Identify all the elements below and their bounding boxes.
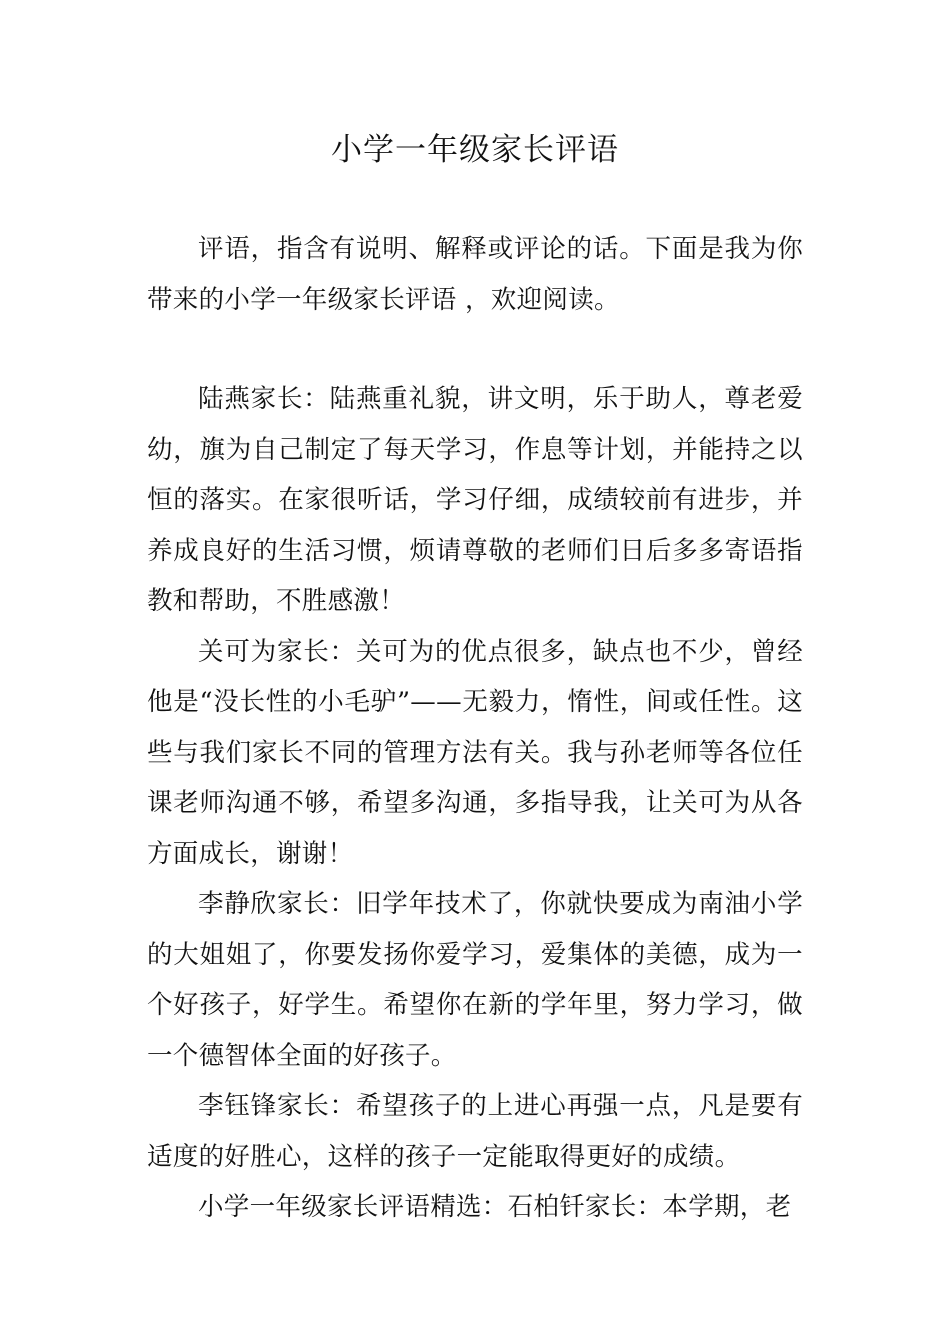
comment-paragraph-li-jingxin: 李静欣家长：旧学年技术了，你就快要成为南油小学的大姐姐了，你要发扬你爱学习，爱集体的美德，成为一个好孩子，好学生。希望你在新的学年里，努力学习，做一个德智体全面的好孩子。	[147, 889, 803, 1071]
comment-paragraph-guan-kewei: 关可为家长：关可为的优点很多，缺点也不少，曾经他是“没长性的小毛驴”——无毅力，惰性，间或任性。这些与我们家长不同的管理方法有关。我与孙老师等各位任课老师沟通不够，希望多沟通，多指导我，让关可为从各方面成长，谢谢！	[147, 636, 803, 869]
comments-section	[147, 374, 803, 1233]
comment-paragraph-lu-yan: 陆燕家长：陆燕重礼貌，讲文明，乐于助人，尊老爱幼，旗为自己制定了每天学习，作息等计划，并能持之以恒的落实。在家很听话，学习仔细，成绩较前有进步，并养成良好的生活习惯，烦请尊敬的老师们日后多多寄语指教和帮助，不胜感激！	[147, 384, 803, 616]
intro-section	[147, 224, 803, 325]
comment-paragraph-li-yufeng: 李钰锋家长：希望孩子的上进心再强一点，凡是要有适度的好胜心，这样的孩子一定能取得更好的成绩。	[147, 1091, 803, 1172]
intro-paragraph: 评语，指含有说明、解释或评论的话。下面是我为你带来的小学一年级家长评语 ，欢迎阅读。	[147, 234, 803, 315]
page-title: 小学一年级家长评语	[331, 132, 619, 168]
comment-paragraph-shi-baiqian: 小学一年级家长评语精选：石柏钎家长：本学期，老	[198, 1192, 792, 1222]
